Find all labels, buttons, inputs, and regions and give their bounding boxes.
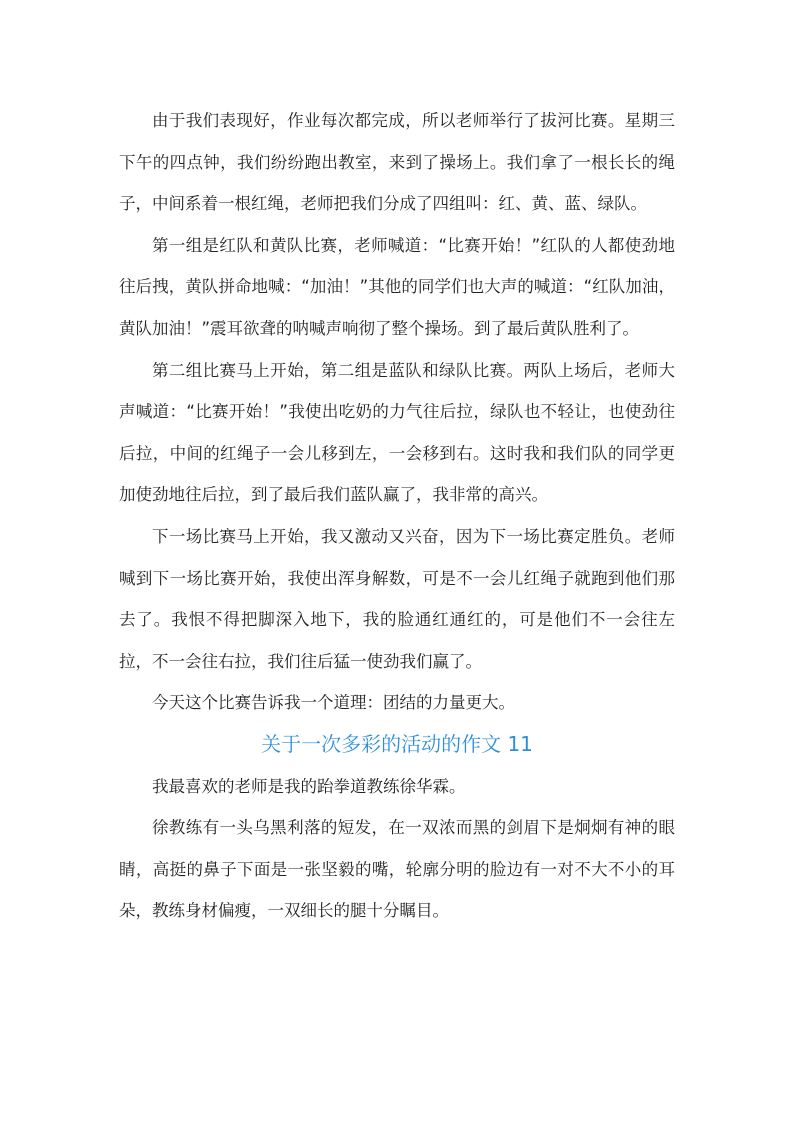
paragraph-lesson: 今天这个比赛告诉我一个道理：团结的力量更大。	[152, 693, 515, 713]
paragraph-favorite-teacher: 我最喜欢的老师是我的跆拳道教练徐华霖。	[152, 776, 466, 796]
paragraph-first-match: 第一组是红队和黄队比赛，老师喊道：“比赛开始！”红队的人都使劲地往后拽，黄队拼命地喊：“加油！”其他的同学们也大声的喊道：“红队加油，黄队加油！”震耳欲聋的呐喊声响彻了整个操场。到了最后黄队胜利了。	[119, 235, 675, 338]
paragraph-tug-of-war-intro: 由于我们表现好，作业每次都完成，所以老师举行了拔河比赛。星期三下午的四点钟，我们纷纷跑出教室，来到了操场上。我们拿了一根长长的绳子，中间系着一根红绳，老师把我们分成了四组叫：红、黄、蓝、绿队。	[119, 111, 675, 214]
paragraph-second-match: 第二组比赛马上开始，第二组是蓝队和绿队比赛。两队上场后，老师大声喊道：“比赛开始！”我使出吃奶的力气往后拉，绿队也不轻让，也使劲往后拉，中间的红绳子一会儿移到左，一会移到右。这时我和我们队的同学更加使劲地往后拉，到了最后我们蓝队赢了，我非常的高兴。	[119, 360, 675, 505]
section-heading: 关于一次多彩的活动的作文 11	[261, 731, 533, 756]
document-body	[119, 100, 675, 932]
paragraph-final-match: 下一场比赛马上开始，我又激动又兴奋，因为下一场比赛定胜负。老师喊到下一场比赛开始，我使出浑身解数，可是不一会儿红绳子就跑到他们那去了。我恨不得把脚深入地下，我的脸通红通红的，可是他们不一会往左拉，不一会往右拉，我们往后猛一使劲我们赢了。	[119, 526, 675, 671]
paragraph-teacher-description: 徐教练有一头乌黑利落的短发，在一双浓而黑的剑眉下是炯炯有神的眼睛，高挺的鼻子下面是一张坚毅的嘴，轮廓分明的脸边有一对不大不小的耳朵，教练身材偏瘦，一双细长的腿十分瞩目。	[119, 818, 675, 921]
